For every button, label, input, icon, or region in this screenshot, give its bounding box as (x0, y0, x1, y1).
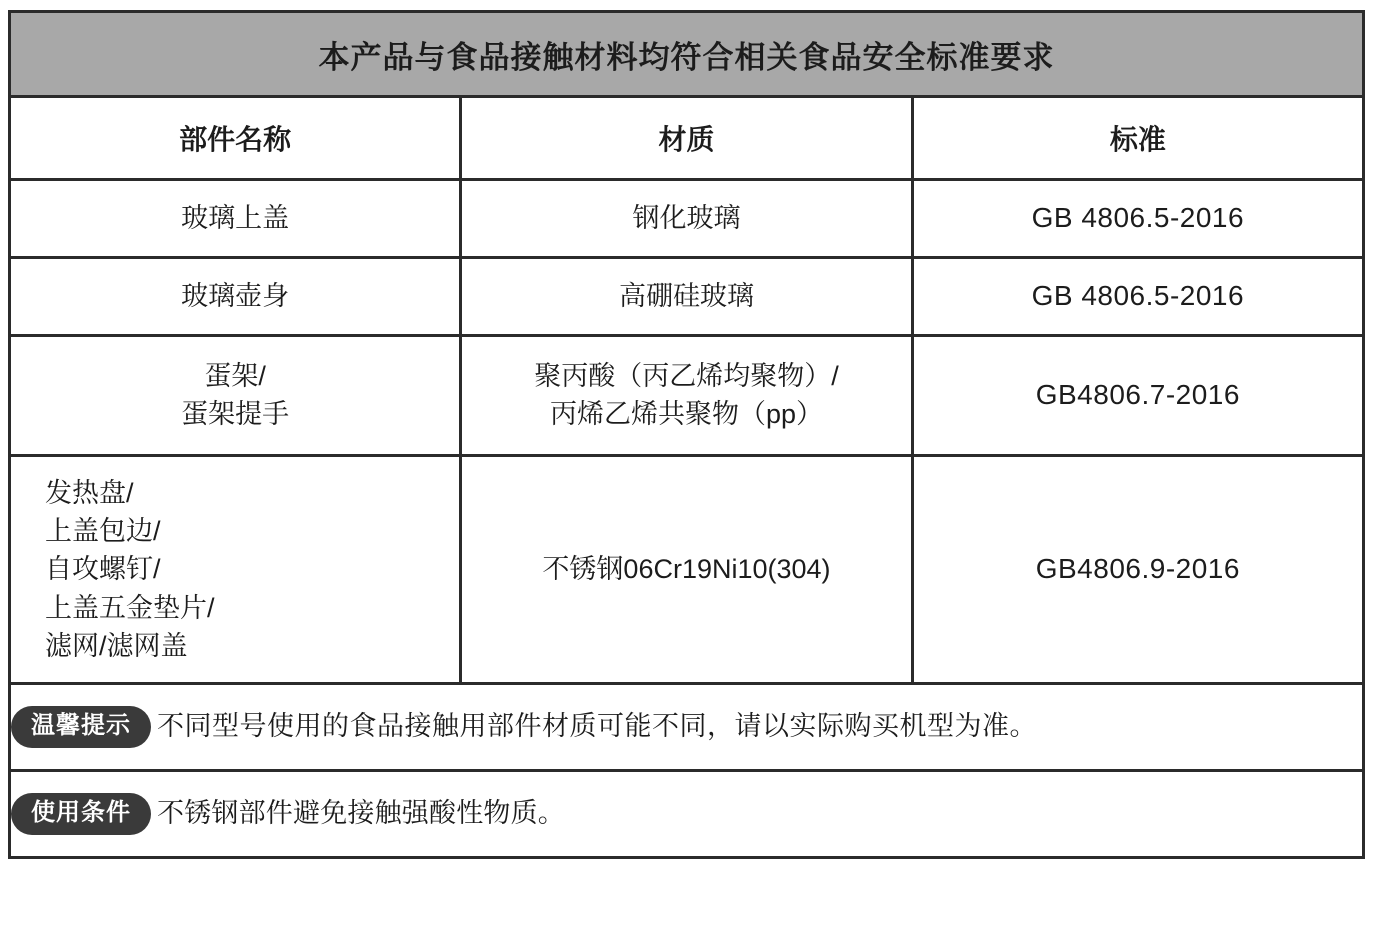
part-name: 玻璃壶身 (10, 258, 461, 336)
note-badge-usage: 使用条件 (11, 793, 151, 834)
column-header-part: 部件名称 (10, 97, 461, 180)
material-name: 钢化玻璃 (461, 180, 912, 258)
table-row (10, 180, 1364, 258)
column-header-material: 材质 (461, 97, 912, 180)
standard-code: GB 4806.5-2016 (912, 258, 1363, 336)
table-header-row (10, 97, 1364, 180)
food-contact-material-table (8, 10, 1365, 859)
note-text-tip: 不同型号使用的食品接触用部件材质可能不同，请以实际购买机型为准。 (157, 711, 1037, 742)
column-header-standard: 标准 (912, 97, 1363, 180)
note-row-tip (10, 684, 1364, 771)
note-text-usage: 不锈钢部件避免接触强酸性物质。 (157, 798, 565, 829)
note-badge-tip: 温馨提示 (11, 706, 151, 747)
table-row (10, 258, 1364, 336)
material-name: 高硼硅玻璃 (461, 258, 912, 336)
page-title: 本产品与食品接触材料均符合相关食品安全标准要求 (10, 12, 1364, 97)
part-name: 蛋架/ 蛋架提手 (10, 336, 461, 456)
standard-code: GB4806.9-2016 (912, 456, 1363, 684)
part-name: 玻璃上盖 (10, 180, 461, 258)
part-name: 发热盘/ 上盖包边/ 自攻螺钉/ 上盖五金垫片/ 滤网/滤网盖 (10, 456, 461, 684)
table-row (10, 456, 1364, 684)
material-name: 聚丙酸（丙乙烯均聚物）/ 丙烯乙烯共聚物（pp） (461, 336, 912, 456)
note-row-usage (10, 771, 1364, 858)
standard-code: GB 4806.5-2016 (912, 180, 1363, 258)
table-row (10, 336, 1364, 456)
material-name: 不锈钢06Cr19Ni10(304) (461, 456, 912, 684)
standard-code: GB4806.7-2016 (912, 336, 1363, 456)
table-title-row (10, 12, 1364, 97)
